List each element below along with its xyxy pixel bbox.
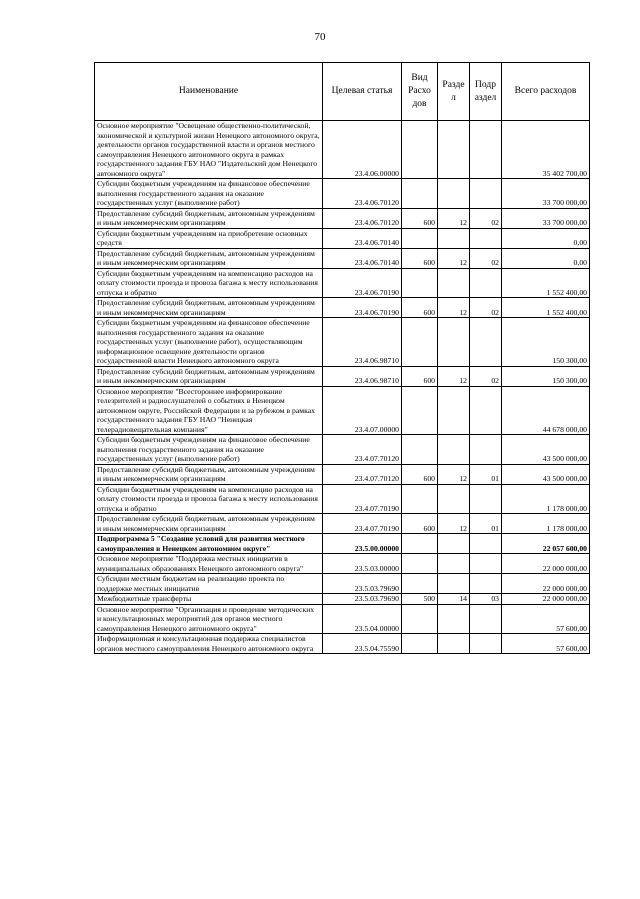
table-header-row [95,63,590,121]
row-name: Основное мероприятие "Поддержка местных инициатив в муниципальных образованиях Ненецкого автономного округа" [95,554,323,574]
row-podrazdel: 01 [470,514,502,534]
table-row [95,594,590,605]
row-razdel [438,121,470,179]
row-vid: 600 [402,514,438,534]
row-code: 23.4.06.70140 [323,248,402,268]
row-total: 35 402 700,00 [502,121,590,179]
row-razdel [438,228,470,248]
row-razdel [438,534,470,554]
row-code: 23.4.06.70120 [323,208,402,228]
row-name: Субсидии бюджетным учреждениям на компенсацию расходов на оплату стоимости проезда и провоза багажа к месту использования отпуска и обратно [95,484,323,514]
row-vid [402,179,438,209]
row-name: Предоставление субсидий бюджетным, автономным учреждениям и иным некоммерческим организациям [95,366,323,386]
row-razdel [438,179,470,209]
row-name: Информационная и консультационная поддержка специалистов органов местного самоуправления Ненецкого автономного округа [95,634,323,654]
row-total: 1 552 400,00 [502,268,590,298]
table-row [95,268,590,298]
row-name: Предоставление субсидий бюджетным, автономным учреждениям и иным некоммерческим организациям [95,208,323,228]
row-code: 23.5.03.79690 [323,594,402,605]
table-row [95,208,590,228]
row-podrazdel [470,386,502,435]
row-total: 57 600,00 [502,604,590,634]
row-razdel [438,604,470,634]
row-total: 44 678 000,00 [502,386,590,435]
row-name: Основное мероприятие "Всестороннее информирование телезрителей и радиослушателей о событиях в Ненецком автономном округе, Российской Федерации и за рубежом в рамках государственного задания ГБУ НАО "Ненецкая телерадиовещательная компания" [95,386,323,435]
table-row [95,484,590,514]
table-row [95,248,590,268]
row-code: 23.4.06.98710 [323,366,402,386]
row-razdel: 12 [438,366,470,386]
row-code: 23.4.06.00000 [323,121,402,179]
row-podrazdel [470,268,502,298]
row-vid [402,604,438,634]
row-podrazdel [470,554,502,574]
row-code: 23.5.03.00000 [323,554,402,574]
row-razdel: 12 [438,298,470,318]
row-podrazdel [470,121,502,179]
row-total: 33 700 000,00 [502,179,590,209]
row-total: 1 552 400,00 [502,298,590,318]
row-razdel [438,435,470,465]
row-name: Предоставление субсидий бюджетным, автономным учреждениям и иным некоммерческим организациям [95,248,323,268]
row-vid [402,228,438,248]
header-total: Всего расходов [502,63,590,121]
row-podrazdel [470,484,502,514]
row-total: 43 500 000,00 [502,464,590,484]
row-razdel: 12 [438,208,470,228]
table-row [95,179,590,209]
row-code: 23.4.06.98710 [323,318,402,367]
row-name: Основное мероприятие "Освещение общественно-политической, экономической и культурной жизни Ненецкого автономного округа, деятельности органов государственной власти и органов местного самоуправления Ненецкого автономного округа в рамках государственного задания ГБУ НАО "Издательский дом Ненецкого автономного округа" [95,121,323,179]
page-number: 70 [314,31,326,43]
row-razdel [438,268,470,298]
row-vid: 600 [402,464,438,484]
row-razdel [438,634,470,654]
row-name: Предоставление субсидий бюджетным, автономным учреждениям и иным некоммерческим организациям [95,514,323,534]
row-vid [402,435,438,465]
row-podrazdel: 02 [470,208,502,228]
row-podrazdel: 02 [470,248,502,268]
row-podrazdel [470,634,502,654]
table-row [95,634,590,654]
table-row [95,386,590,435]
row-razdel: 14 [438,594,470,605]
row-podrazdel: 01 [470,464,502,484]
header-name: Наименование [95,63,323,121]
row-code: 23.5.00.00000 [323,534,402,554]
row-name: Межбюджетные трансферты [95,594,323,605]
table-row [95,464,590,484]
row-vid: 600 [402,366,438,386]
header-razdel: Разде л [438,63,470,121]
header-podrazdel: Подр аздел [470,63,502,121]
row-code: 23.4.06.70140 [323,228,402,248]
row-vid [402,634,438,654]
row-code: 23.5.04.00000 [323,604,402,634]
row-code: 23.4.07.00000 [323,386,402,435]
row-code: 23.4.06.70120 [323,179,402,209]
row-total: 33 700 000,00 [502,208,590,228]
row-name: Субсидии бюджетным учреждениям на финансовое обеспечение выполнения государственного задания на оказание государственных услуг (выполнение работ) [95,179,323,209]
table-row [95,514,590,534]
row-razdel [438,386,470,435]
row-name: Субсидии местным бюджетам на реализацию проекта по поддержке местных инициатив [95,574,323,594]
table-body [95,121,590,654]
row-vid: 500 [402,594,438,605]
table-row [95,534,590,554]
row-name: Субсидии бюджетным учреждениям на приобретение основных средств [95,228,323,248]
row-code: 23.4.06.70190 [323,268,402,298]
table-row [95,366,590,386]
row-name: Основное мероприятие "Организация и проведение методических и консультационных мероприятий для органов местного самоуправления Ненецкого автономного округа" [95,604,323,634]
row-total: 0,00 [502,248,590,268]
row-total: 0,00 [502,228,590,248]
row-total: 57 600,00 [502,634,590,654]
row-podrazdel [470,604,502,634]
row-razdel [438,318,470,367]
row-vid: 600 [402,248,438,268]
row-code: 23.5.03.79690 [323,574,402,594]
row-podrazdel [470,574,502,594]
row-name: Предоставление субсидий бюджетным, автономным учреждениям и иным некоммерческим организациям [95,298,323,318]
header-vid: Вид Расхо дов [402,63,438,121]
row-code: 23.4.07.70190 [323,514,402,534]
table-row [95,298,590,318]
row-vid [402,554,438,574]
row-vid [402,534,438,554]
table-row [95,554,590,574]
row-vid [402,121,438,179]
row-code: 23.4.07.70120 [323,464,402,484]
row-code: 23.4.07.70190 [323,484,402,514]
budget-table [94,62,590,654]
row-vid [402,318,438,367]
row-total: 150 300,00 [502,318,590,367]
table-row [95,574,590,594]
row-razdel: 12 [438,464,470,484]
row-vid [402,574,438,594]
row-podrazdel [470,534,502,554]
row-vid [402,484,438,514]
row-name: Предоставление субсидий бюджетным, автономным учреждениям и иным некоммерческим организациям [95,464,323,484]
row-podrazdel: 02 [470,298,502,318]
row-podrazdel: 02 [470,366,502,386]
header-code: Целевая статья [323,63,402,121]
row-razdel: 12 [438,248,470,268]
row-podrazdel [470,228,502,248]
row-total: 22 000 000,00 [502,594,590,605]
row-vid [402,386,438,435]
table-row [95,318,590,367]
row-code: 23.5.04.75590 [323,634,402,654]
row-razdel: 12 [438,514,470,534]
table-row [95,228,590,248]
row-razdel [438,554,470,574]
row-name: Субсидии бюджетным учреждениям на финансовое обеспечение выполнения государственного задания на оказание государственных услуг (выполнение работ) [95,435,323,465]
row-total: 22 000 000,00 [502,574,590,594]
row-vid: 600 [402,298,438,318]
table-row [95,604,590,634]
row-razdel [438,484,470,514]
row-total: 1 178 000,00 [502,514,590,534]
row-vid: 600 [402,208,438,228]
row-podrazdel [470,435,502,465]
row-vid [402,268,438,298]
row-total: 1 178 000,00 [502,484,590,514]
row-code: 23.4.07.70120 [323,435,402,465]
row-podrazdel [470,179,502,209]
row-podrazdel [470,318,502,367]
row-razdel [438,574,470,594]
row-podrazdel: 03 [470,594,502,605]
table-row [95,435,590,465]
row-total: 43 500 000,00 [502,435,590,465]
row-name: Субсидии бюджетным учреждениям на финансовое обеспечение выполнения государственного задания на оказание государственных услуг (выполнение работ), осуществляющим информационное освещение деятельности органов государственной власти Ненецкого автономного округа [95,318,323,367]
row-total: 22 057 600,00 [502,534,590,554]
table-row [95,121,590,179]
row-name: Субсидии бюджетным учреждениям на компенсацию расходов на оплату стоимости проезда и провоза багажа к месту использования отпуска и обратно [95,268,323,298]
row-total: 150 300,00 [502,366,590,386]
row-total: 22 000 000,00 [502,554,590,574]
row-code: 23.4.06.70190 [323,298,402,318]
row-name: Подпрограмма 5 "Создание условий для развития местного самоуправления в Ненецком автономном округе" [95,534,323,554]
